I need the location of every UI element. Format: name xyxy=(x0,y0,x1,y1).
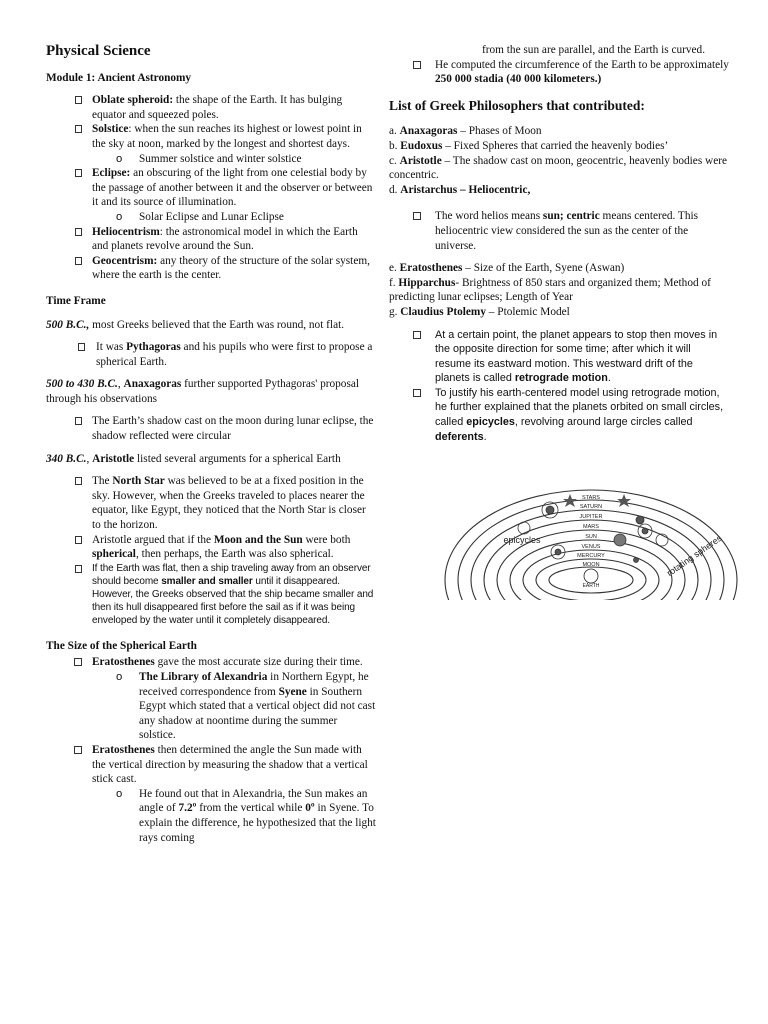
definition: any theory of the structure of the solar system, where the earth is the center. xyxy=(92,254,370,282)
tf2-bullet xyxy=(46,414,376,443)
name: Aristotle xyxy=(92,452,135,465)
square-bullet-icon xyxy=(413,328,421,344)
text: If the Earth was flat, then a ship traveling away from an observer should become xyxy=(92,562,371,587)
text: . xyxy=(607,372,611,385)
circle-bullet-icon: o xyxy=(116,787,123,800)
term: Eclipse: xyxy=(92,167,131,180)
size-sub-2 xyxy=(46,787,376,845)
sub-solstice xyxy=(46,152,376,167)
text: – The shadow cast on moon, geocentric, heavenly bodies were concentric. xyxy=(389,154,727,182)
label: e. xyxy=(389,262,400,275)
definition: : the astronomical model in which the Earth and planets revolve around the Sun. xyxy=(92,225,358,253)
planet-mars xyxy=(642,528,648,534)
emph: smaller and smaller xyxy=(161,575,253,587)
def-oblate xyxy=(46,93,376,122)
text: , xyxy=(86,452,93,465)
star-icon xyxy=(563,494,577,507)
tf3-bullet-3 xyxy=(46,562,376,627)
square-bullet-icon xyxy=(71,655,85,671)
circle-bullet-icon: o xyxy=(116,210,123,223)
date: 500 to 430 B.C. xyxy=(46,378,118,391)
ptolemaic-diagram xyxy=(440,488,742,600)
name: The Library of Alexandria xyxy=(139,671,268,683)
definition: an obscuring of the light from one celestial body by the passage of another between it and the observer or between it and its source of illumination. xyxy=(92,167,373,209)
circle-bullet-icon: o xyxy=(116,152,123,165)
text: , xyxy=(117,378,124,391)
sub-text: Summer solstice and winter solstice xyxy=(139,152,302,165)
date: 340 B.C. xyxy=(46,452,87,465)
module-heading: Module 1: Ancient Astronomy xyxy=(46,71,192,84)
def-solstice xyxy=(46,122,376,151)
planet-saturn xyxy=(546,506,554,514)
planet-jupiter xyxy=(636,516,644,524)
text: To justify his earth-centered model using retrograde motion, he further explained that the planets orbited on small circles, called xyxy=(435,386,724,429)
def-geocentrism xyxy=(46,254,376,283)
label-earth: EARTH xyxy=(582,583,600,589)
square-bullet-icon xyxy=(413,58,421,74)
epicycles-item xyxy=(389,386,729,444)
continued-text: from the sun are parallel, and the Earth is curved. xyxy=(482,44,706,56)
label-stars: STARS xyxy=(582,495,600,501)
planet-moon xyxy=(634,558,639,563)
size-item-2 xyxy=(46,743,376,787)
text: , then perhaps, the Earth was also spherical. xyxy=(135,548,334,561)
square-bullet-icon xyxy=(71,743,85,759)
definition: the shape of the Earth. It has bulging equator and squeezed poles. xyxy=(92,94,343,121)
text: The xyxy=(92,475,113,488)
text: until it disappeared. However, the Greeks observed that the ship became smaller and then its hull disappeared first before the sail as if it was being enveloped by the water until it completely disappeared. xyxy=(92,575,374,626)
label-moon: MOON xyxy=(582,562,600,568)
size-sub-1 xyxy=(46,670,376,743)
tf1-bullet xyxy=(46,340,376,369)
philosophers-heading: List of Greek Philosophers that contributed: xyxy=(389,97,645,113)
text: The word helios means xyxy=(435,210,543,223)
label-sun: SUN xyxy=(585,534,597,540)
label-epicycles: epicycles xyxy=(503,535,541,545)
term: Solstice xyxy=(92,123,129,136)
tf3-bullet-2 xyxy=(46,533,376,562)
value: 250 000 stadia (40 000 kilometers.) xyxy=(435,73,602,86)
helios-item xyxy=(389,209,729,253)
value: 0º xyxy=(305,802,315,815)
epicycle-circle xyxy=(518,522,530,534)
label: d. xyxy=(389,183,401,196)
planet-sun xyxy=(614,534,626,546)
label-jupiter: JUPITER xyxy=(579,514,603,520)
text: It was xyxy=(96,341,127,354)
circumference-item xyxy=(389,58,729,87)
term: Heliocentrism xyxy=(92,225,160,238)
label: b. xyxy=(389,139,401,152)
name: Claudius Ptolemy xyxy=(400,305,486,318)
left-column xyxy=(46,0,376,845)
label: g. xyxy=(389,305,401,318)
text: , revolving around large circles called xyxy=(514,416,693,429)
label-venus: VENUS xyxy=(581,544,601,550)
philosopher-a xyxy=(389,124,729,139)
name: Syene xyxy=(278,685,307,698)
text: listed several arguments for a spherical Earth xyxy=(134,452,341,465)
text: – Fixed Spheres that carried the heavenly bodies’ xyxy=(442,139,669,152)
name: Anaxagoras xyxy=(123,378,182,391)
page-title: Physical Science xyxy=(46,43,151,59)
text: from the vertical while xyxy=(196,802,306,815)
text: At a certain point, the planet appears to stop then moves in the opposite direction for some time; after which it will resume its eastward motion. This westward drift of the planets is called xyxy=(435,328,718,385)
text: Aristotle argued that if the xyxy=(92,533,214,546)
bullet-box-icon xyxy=(71,254,85,270)
tf3-para xyxy=(46,452,376,467)
date: 500 B.C., xyxy=(46,318,90,331)
bullet-box-icon xyxy=(71,414,85,430)
star-icon xyxy=(617,494,631,507)
text: . xyxy=(483,430,487,443)
retrograde-item xyxy=(389,328,729,386)
emph: epicycles xyxy=(466,416,515,429)
name: Moon and the Sun xyxy=(213,533,303,546)
text: – Phases of Moon xyxy=(457,125,542,138)
text: and his pupils who were first to propose a spherical Earth. xyxy=(96,341,373,368)
circle-bullet-icon: o xyxy=(116,671,123,683)
label-mars: MARS xyxy=(583,524,599,530)
text: gave the most accurate size during their time. xyxy=(154,656,363,669)
name: Eudoxus xyxy=(400,139,443,152)
philosopher-d xyxy=(389,183,729,198)
name: Eratosthenes xyxy=(92,743,155,756)
philosopher-c xyxy=(389,154,729,183)
bullet-box-icon xyxy=(71,225,85,241)
text: The Earth’s shadow cast on the moon during lunar eclipse, the shadow reflected were circular xyxy=(92,415,374,443)
square-bullet-icon xyxy=(413,209,421,225)
tf1-para xyxy=(46,318,376,333)
size-heading: The Size of the Spherical Earth xyxy=(46,639,197,652)
bullet-box-icon xyxy=(71,533,85,549)
philosopher-g xyxy=(389,305,729,320)
label-rotating-spheres: rotating spheres xyxy=(664,532,724,579)
planet-earth xyxy=(584,569,598,583)
sub-text: Solar Eclipse and Lunar Eclipse xyxy=(139,210,284,223)
text: – Size of the Earth, Syene (Aswan) xyxy=(462,262,625,275)
bullet-box-icon xyxy=(74,340,88,356)
def-heliocentrism xyxy=(46,225,376,254)
text: He computed the circumference of the Earth to be approximately xyxy=(435,58,729,71)
bullet-box-icon xyxy=(71,562,85,577)
bullet-box-icon xyxy=(71,474,85,490)
term: Geocentrism: xyxy=(92,254,158,267)
sub-eclipse xyxy=(46,210,376,225)
square-bullet-icon xyxy=(413,386,421,402)
bullet-box-icon xyxy=(71,93,85,109)
text: He found out that in Alexandria, the Sun makes an angle of xyxy=(139,787,368,815)
def-eclipse xyxy=(46,166,376,210)
name: Eratosthenes xyxy=(92,656,155,669)
philosopher-b xyxy=(389,139,729,154)
name: Aristotle xyxy=(399,154,442,167)
bullet-box-icon xyxy=(71,122,85,138)
label: f. xyxy=(389,276,399,289)
text: – Ptolemic Model xyxy=(485,305,570,318)
value: 7.2º xyxy=(178,802,197,815)
emph: sun; centric xyxy=(542,210,600,223)
name: Hipparchus xyxy=(398,276,456,289)
text: in Syene. To explain the difference, he hypothesized that the light rays coming xyxy=(139,802,376,844)
name: Pythagoras xyxy=(126,341,181,354)
tf3-bullet-1 xyxy=(46,474,376,532)
bullet-box-icon xyxy=(71,166,85,182)
text: in Southern Egypt which stated that a vertical object did not cast any shadow at noontime during the summer solstice. xyxy=(139,685,376,742)
text: - Brightness of 850 stars and organized them; Method of predicting lunar eclipses; Length of Year xyxy=(389,276,711,304)
label: c. xyxy=(389,154,400,167)
size-item-1 xyxy=(46,655,376,670)
emph: retrograde motion xyxy=(514,372,608,385)
philosopher-f xyxy=(389,276,729,305)
label-saturn: SATURN xyxy=(579,504,603,510)
philosopher-e xyxy=(389,261,729,276)
emph: spherical xyxy=(92,548,136,561)
name: Eratosthenes xyxy=(399,262,463,275)
tf2-para xyxy=(46,377,376,406)
text: were both xyxy=(302,533,351,546)
text: in Northern Egypt, he received correspondence from xyxy=(139,671,369,698)
text: means centered. This heliocentric view considered the sun as the center of the universe. xyxy=(435,210,699,252)
emph: deferents xyxy=(435,430,484,443)
name: North Star xyxy=(112,475,165,488)
label: a. xyxy=(389,125,400,138)
definition: : when the sun reaches its highest or lowest point in the sky at noon, marked by the longest and shortest days. xyxy=(92,123,362,150)
name: Aristarchus – Heliocentric, xyxy=(400,183,531,196)
label-mercury: MERCURY xyxy=(577,553,605,559)
time-frame-heading: Time Frame xyxy=(46,294,106,307)
text: most Greeks believed that the Earth was round, not flat. xyxy=(89,318,345,331)
right-column xyxy=(389,0,729,444)
term: Oblate spheroid: xyxy=(92,94,174,107)
epicycle-circle xyxy=(656,534,668,546)
text: then determined the angle the Sun made with the vertical direction by measuring the shadow that a vertical stick cast. xyxy=(92,743,368,786)
name: Anaxagoras xyxy=(399,125,458,138)
text: further supported Pythagoras' proposal through his observations xyxy=(46,378,360,405)
text: was believed to be at a fixed position in the sky. However, when the Greeks traveled to places nearer the equator, like Egypt, they noticed that the North Star is closer to the horizon. xyxy=(92,475,366,532)
planet-venus xyxy=(555,549,561,555)
